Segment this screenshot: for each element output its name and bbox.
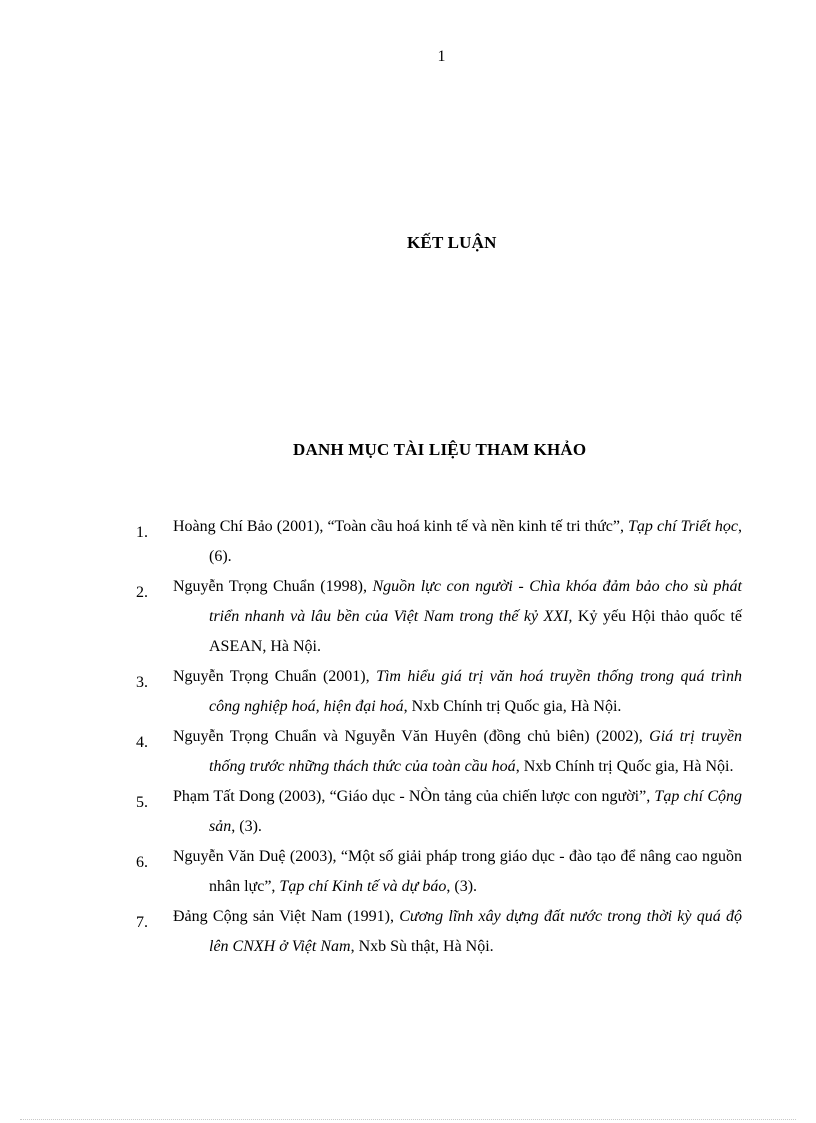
reference-author-title: Nguyễn Trọng Chuẩn (1998), (173, 578, 373, 595)
reference-number: 6. (136, 854, 148, 871)
reference-text (173, 662, 742, 722)
reference-item (136, 722, 742, 782)
reference-details: , Nxb Sù thật, Hà Nội. (350, 938, 494, 955)
page-number: 1 (437, 48, 446, 65)
reference-text (173, 722, 743, 782)
reference-author-title: Đảng Cộng sản Việt Nam (1991), (173, 908, 400, 925)
reference-source: Cương lĩnh xây dựng đất nước trong thời kỳ quá độ lên CNXH ở Việt Nam (209, 908, 742, 955)
reference-details: , (3). (446, 878, 478, 895)
reference-author-title: Nguyễn Trọng Chuẩn (2001), (173, 668, 377, 685)
page-bottom-divider (20, 1119, 796, 1120)
reference-item (136, 902, 742, 962)
reference-details: , (3). (231, 818, 262, 835)
reference-number: 2. (136, 584, 148, 601)
reference-item (136, 512, 742, 572)
reference-number: 1. (136, 524, 148, 541)
reference-list (136, 512, 742, 962)
reference-number: 4. (136, 734, 148, 751)
reference-item (136, 572, 742, 662)
reference-number: 3. (136, 674, 148, 691)
conclusion-heading: KẾT LUẬN (407, 233, 497, 252)
reference-text (173, 782, 742, 842)
references-heading: DANH MỤC TÀI LIỆU THAM KHẢO (293, 440, 587, 459)
reference-source: Tạp chí Triết học (628, 518, 738, 535)
reference-text (173, 902, 742, 962)
reference-source: Nguồn lực con người - Chìa khóa đảm bảo cho sù phát triển nhanh và lâu bền của Việt Nam trong thế kỷ XXI, (209, 578, 742, 625)
reference-details: , Nxb Chính trị Quốc gia, Hà Nội. (403, 698, 622, 715)
reference-author-title: Nguyễn Trọng Chuẩn và Nguyễn Văn Huyên (đồng chủ biên) (2002), (173, 728, 650, 745)
reference-author-title: Nguyễn Văn Duệ (2003), “Một số giải pháp trong giáo dục - đào tạo để nâng cao nguồn nhân lực”, (173, 848, 742, 895)
reference-author-title: Phạm Tất Dong (2003), “Giáo dục - NÒn tảng của chiến lược con người”, (173, 788, 655, 805)
reference-details: , (6). (209, 518, 742, 565)
reference-source: Tạp chí Cộng sản (209, 788, 742, 835)
reference-details: Kỷ yếu Hội thảo quốc tế ASEAN, Hà Nội. (209, 608, 742, 655)
reference-text (173, 572, 742, 662)
reference-source: Tạp chí Kinh tế và dự báo (279, 878, 447, 895)
reference-text (173, 842, 742, 902)
reference-item (136, 662, 742, 722)
reference-source: Tìm hiểu giá trị văn hoá truyền thống trong quá trình công nghiệp hoá, hiện đại hoá (209, 668, 742, 715)
reference-source: Giá trị truyền thống trước những thách thức của toàn cầu hoá (209, 728, 743, 775)
reference-details: , Nxb Chính trị Quốc gia, Hà Nội. (515, 758, 734, 775)
reference-text (173, 512, 742, 572)
reference-author-title: Hoàng Chí Bảo (2001), “Toàn cầu hoá kinh tế và nền kinh tế tri thức”, (173, 518, 629, 535)
reference-number: 5. (136, 794, 148, 811)
reference-item (136, 782, 742, 842)
reference-number: 7. (136, 914, 148, 931)
reference-item (136, 842, 742, 902)
